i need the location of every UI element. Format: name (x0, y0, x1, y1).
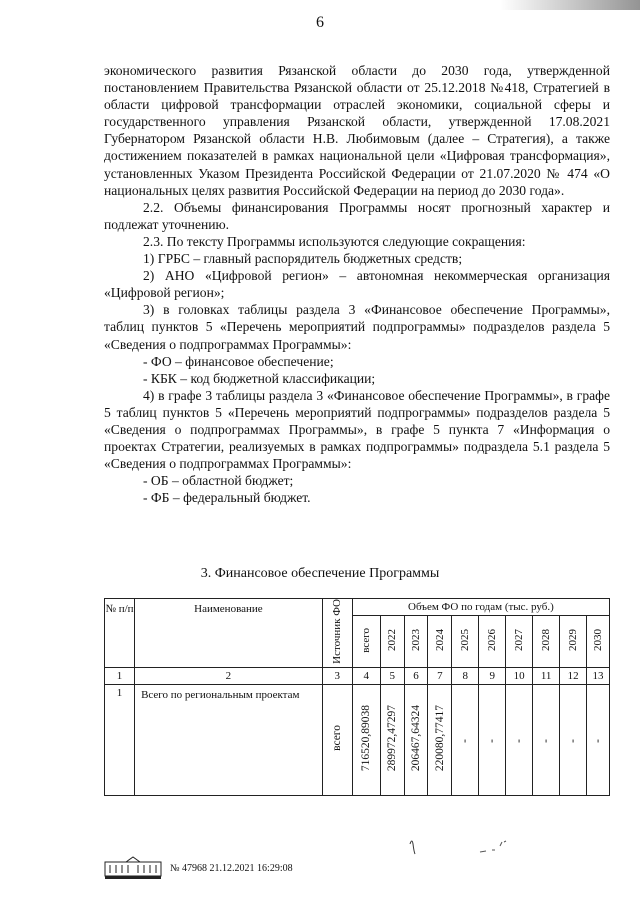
paragraph: 2) АНО «Цифровой регион» – автономная некоммерческая организация «Цифровой регион»; (104, 268, 610, 301)
column-number: 9 (479, 667, 506, 684)
document-id-timestamp: № 47968 21.12.2021 16:29:08 (170, 862, 293, 874)
header-year: 2025 (452, 615, 479, 667)
paragraph: 2.3. По тексту Программы используются следующие сокращения: (143, 233, 526, 249)
column-number: 1 (105, 667, 135, 684)
header-year: 2029 (560, 615, 587, 667)
header-year: 2028 (533, 615, 560, 667)
financing-table (104, 598, 610, 796)
column-number: 6 (404, 667, 428, 684)
paragraph: - КБК – код бюджетной классификации; (143, 370, 376, 386)
row-name: Всего по региональным проектам (135, 684, 323, 795)
building-stamp-icon (104, 856, 162, 880)
paragraph: - ФБ – федеральный бюджет. (143, 490, 311, 506)
column-number: 13 (587, 667, 610, 684)
column-number: 8 (452, 667, 479, 684)
value-cell: - (452, 684, 479, 795)
header-volume: Объем ФО по годам (тыс. руб.) (352, 599, 609, 616)
value-cell: 289972,47297 (380, 684, 404, 795)
row-source: всего (322, 684, 352, 795)
value-cell: 716520,89038 (352, 684, 380, 795)
value-cell: - (506, 684, 533, 795)
signature-marks (400, 830, 510, 860)
header-year: 2030 (587, 615, 610, 667)
document-body (104, 62, 610, 506)
scan-edge-artifact (500, 0, 640, 10)
column-number: 12 (560, 667, 587, 684)
value-cell: - (587, 684, 610, 795)
row-number: 1 (105, 684, 135, 795)
section-title: 3. Финансовое обеспечение Программы (200, 566, 440, 581)
value-cell: - (560, 684, 587, 795)
value-cell: 220080,77417 (428, 684, 452, 795)
header-year: 2026 (479, 615, 506, 667)
value-cell: 206467,64324 (404, 684, 428, 795)
header-year: всего (352, 615, 380, 667)
paragraph: - ФО – финансовое обеспечение; (143, 353, 334, 369)
column-number: 3 (322, 667, 352, 684)
column-number: 5 (380, 667, 404, 684)
header-year: 2022 (380, 615, 404, 667)
paragraph: 2.2. Объемы финансирования Программы носят прогнозный характер и подлежат уточнению. (104, 199, 610, 232)
header-year: 2024 (428, 615, 452, 667)
value-cell: - (479, 684, 506, 795)
column-number: 11 (533, 667, 560, 684)
column-number: 2 (135, 667, 323, 684)
header-year: 2027 (506, 615, 533, 667)
paragraph: 3) в головках таблицы раздела 3 «Финансовое обеспечение Программы», таблиц пунктов 5 «Перечень мероприятий подпрограммы» подразделов раздела 5 «Сведения о подпрограммах Программы»: (104, 302, 610, 352)
column-number: 4 (352, 667, 380, 684)
header-source: Источник ФО (322, 599, 352, 668)
page-number: 6 (316, 14, 324, 31)
header-year: 2023 (404, 615, 428, 667)
value-cell: - (533, 684, 560, 795)
column-number: 10 (506, 667, 533, 684)
header-name: Наименование (135, 599, 323, 668)
column-number: 7 (428, 667, 452, 684)
paragraph: 4) в графе 3 таблицы раздела 3 «Финансовое обеспечение Программы», в графе 5 таблиц пунктов 5 «Перечень мероприятий подпрограммы» подразделов раздела 5 «Сведения о подпрограммах Программы», в графе 5 пункта 7 «Информация о проектах Стратегии, реализуемых в рамках подпрограммы» подраздела 5.1 раздела 5 «Сведения о подпрограммах Программы»: (104, 387, 610, 472)
header-number: № п/п (105, 599, 135, 668)
paragraph: экономического развития Рязанской области до 2030 года, утвержденной постановлением Правительства Рязанской области от 25.12.2018 №418, Стратегией в области цифровой трансформации отраслей экономики, социальной сферы и государственного управления Рязанской области, утвержденной 17.08.2021 Губернатором Рязанской области Н.В. Любимовым (далее – Стратегия), а также достижением показателей в рамках национальной цели «Цифровая трансформация», установленных Указом Президента Российской Федерации от 21.07.2020 № 474 «О национальных целях развития Российской Федерации на период до 2030 года». (104, 63, 610, 198)
document-footer (104, 856, 293, 880)
paragraph: - ОБ – областной бюджет; (143, 473, 294, 489)
paragraph: 1) ГРБС – главный распорядитель бюджетных средств; (143, 251, 463, 267)
